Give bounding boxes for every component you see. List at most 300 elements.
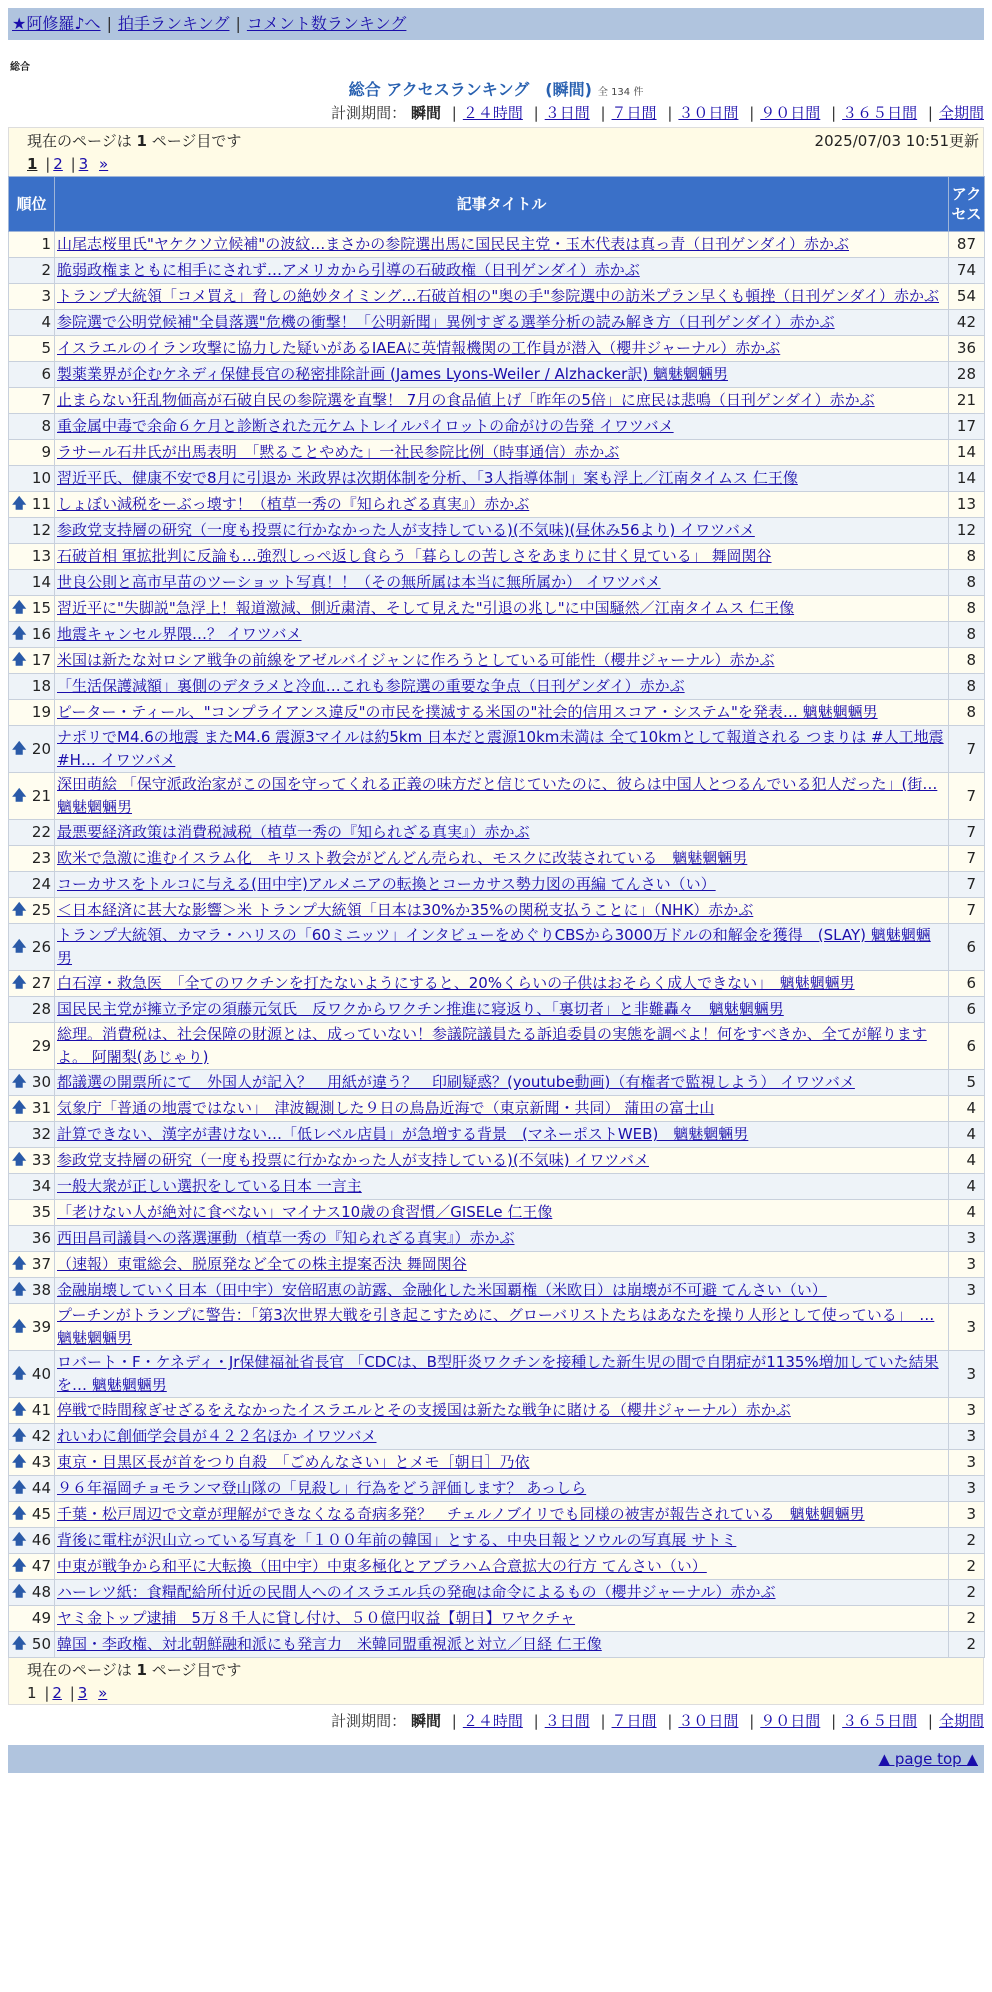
rank-number: 44 — [31, 1479, 51, 1497]
rank-cell — [9, 544, 55, 570]
rank-number: 30 — [31, 1073, 51, 1091]
article-link[interactable]: 製薬業界が企むケネディ保健長官の秘密排除計画 (James Lyons-Weiler / Alzhacker訳) 魑魅魍魎男 — [57, 365, 728, 383]
page-top-link[interactable]: ▲ page top ▲ — [878, 1750, 978, 1768]
ranking-title: 総合 アクセスランキング (瞬間) — [348, 80, 592, 99]
title-cell — [55, 1070, 949, 1096]
page-indicator: 現在のページは 1 ページ目です — [27, 132, 242, 150]
rank-cell — [9, 872, 55, 898]
up-arrow-icon: 🡅 — [12, 975, 27, 991]
period-link-90d[interactable]: ９０日間 — [760, 1712, 821, 1730]
article-link[interactable]: 総理。消費税は、社会保障の財源とは、成っていない！参議院議員たる訴追委員の実態を調べよ！何をすべきか、全てが解りますよ。 阿闍梨(あじゃり) — [57, 1025, 927, 1066]
title-cell — [55, 596, 949, 622]
up-arrow-icon: 🡅 — [12, 1584, 27, 1600]
article-link[interactable]: 地震キャンセル界隈…？ イワツバメ — [57, 625, 302, 643]
title-cell — [55, 924, 949, 971]
rank-number: 49 — [31, 1609, 51, 1627]
rank-cell — [9, 414, 55, 440]
rank-number: 15 — [31, 599, 51, 617]
rank-cell — [9, 570, 55, 596]
access-count: 8 — [949, 544, 985, 570]
table-row — [9, 232, 985, 258]
access-count: 7 — [949, 872, 985, 898]
article-link[interactable]: ヤミ金トップ逮捕 5万８千人に貸し付け、５０億円収益【朝日】ワヤクチャ — [57, 1609, 576, 1627]
page-link-2[interactable]: 2 — [53, 155, 63, 173]
title-cell — [55, 1252, 949, 1278]
article-link[interactable]: 西田昌司議員への落選運動（植草一秀の『知られざる真実』）赤かぶ — [57, 1229, 515, 1247]
article-link[interactable]: 停戦で時間稼ぎせざるをえなかったイスラエルとその支援国は新たな戦争に賭ける（櫻井ジャーナル）赤かぶ — [57, 1401, 791, 1419]
title-cell — [55, 492, 949, 518]
article-link[interactable]: ロバート・F・ケネディ・Jr保健福祉省長官 「CDCは、B型肝炎ワクチンを接種した新生児の間で自閉症が1135%増加していた結果を… 魑魅魍魎男 — [57, 1353, 939, 1394]
title-cell — [55, 1632, 949, 1658]
header-rank: 順位 — [9, 177, 55, 232]
article-link[interactable]: 石破首相 軍拡批判に反論も…強烈しっぺ返し食らう「暮らしの苦しさをあまりに甘く見ている」 舞岡関谷 — [57, 547, 772, 565]
up-arrow-icon: 🡅 — [12, 902, 27, 918]
article-link[interactable]: トランプ大統領、カマラ・ハリスの「60ミニッツ」インタビューをめぐりCBSから3000万ドルの和解金を獲得 (SLAY) 魑魅魍魎男 — [57, 926, 931, 967]
page-link-1[interactable]: 1 — [27, 1684, 37, 1702]
up-arrow-icon: 🡅 — [12, 1480, 27, 1496]
article-link[interactable]: ピーター・ティール、"コンプライアンス違反"の市民を撲滅する米国の"社会的信用スコア・システム"を発表… 魑魅魍魎男 — [57, 703, 878, 721]
up-arrow-icon: 🡅 — [12, 1100, 27, 1116]
table-row — [9, 726, 985, 773]
up-arrow-icon: 🡅 — [12, 1402, 27, 1418]
access-count: 14 — [949, 440, 985, 466]
access-count: 3 — [949, 1450, 985, 1476]
article-link[interactable]: 都議選の開票所にて 外国人が記入？ 用紙が違う？ 印刷疑惑？(youtube動画)（有権者で監視しよう） イワツバメ — [57, 1073, 855, 1091]
up-arrow-icon: 🡅 — [12, 652, 27, 668]
access-count: 42 — [949, 310, 985, 336]
period-link-3d[interactable]: ３日間 — [544, 104, 590, 122]
access-count: 2 — [949, 1528, 985, 1554]
rank-cell — [9, 674, 55, 700]
title-cell — [55, 1200, 949, 1226]
nav-link-ashura[interactable]: ★阿修羅♪へ — [12, 14, 101, 33]
rank-cell — [9, 971, 55, 997]
access-count: 8 — [949, 570, 985, 596]
access-count: 6 — [949, 971, 985, 997]
period-link-all[interactable]: 全期間 — [938, 1712, 984, 1730]
title-cell — [55, 232, 949, 258]
title-cell — [55, 1096, 949, 1122]
title-cell — [55, 622, 949, 648]
rank-number: 31 — [31, 1099, 51, 1117]
table-row — [9, 1632, 985, 1658]
article-link[interactable]: 東京・目黒区長が首をつり自殺 「ごめんなさい」とメモ［朝日］乃依 — [57, 1453, 530, 1471]
table-row — [9, 997, 985, 1023]
access-count: 2 — [949, 1632, 985, 1658]
up-arrow-icon: 🡅 — [12, 1152, 27, 1168]
access-count: 3 — [949, 1476, 985, 1502]
table-row — [9, 258, 985, 284]
period-link-3d[interactable]: ３日間 — [544, 1712, 590, 1730]
rank-cell — [9, 1606, 55, 1632]
rank-cell — [9, 1398, 55, 1424]
rank-cell — [9, 773, 55, 820]
period-link-7d[interactable]: ７日間 — [611, 104, 657, 122]
title-cell — [55, 1304, 949, 1351]
period-label: 計測期間： — [331, 104, 407, 122]
rank-number: 41 — [31, 1401, 51, 1419]
category-label: 総合 — [10, 62, 30, 73]
article-link[interactable]: （速報）東電総会、脱原発など全ての株主提案否決 舞岡関谷 — [57, 1255, 467, 1273]
page-link-next[interactable]: » — [98, 1684, 108, 1702]
table-row — [9, 284, 985, 310]
rank-cell — [9, 1351, 55, 1398]
title-cell — [55, 1424, 949, 1450]
access-count: 3 — [949, 1226, 985, 1252]
rank-number: 6 — [41, 365, 51, 383]
rank-number: 11 — [31, 495, 51, 513]
article-link[interactable]: 習近平氏、健康不安で8月に引退か 米政界は次期体制を分析、「3人指導体制」案も浮上／江南タイムス 仁王像 — [57, 469, 798, 487]
page-link-3[interactable]: 3 — [77, 1684, 88, 1702]
rank-number: 46 — [31, 1531, 51, 1549]
title-cell — [55, 1528, 949, 1554]
table-row — [9, 492, 985, 518]
updated-time: 2025/07/03 10:51更新 — [814, 132, 979, 150]
up-arrow-icon: 🡅 — [12, 1256, 27, 1272]
rank-cell — [9, 1502, 55, 1528]
table-row — [9, 1450, 985, 1476]
access-count: 7 — [949, 846, 985, 872]
period-link-24h[interactable]: ２４時間 — [462, 1712, 523, 1730]
title-cell — [55, 1398, 949, 1424]
title-cell — [55, 466, 949, 492]
period-link-30d[interactable]: ３０日間 — [678, 1712, 739, 1730]
article-link[interactable]: 韓国・李政権、対北朝鮮融和派にも発言力 米韓同盟重視派と対立／日経 仁王像 — [57, 1635, 602, 1653]
up-arrow-icon: 🡅 — [12, 787, 27, 804]
article-link[interactable]: 参政党支持層の研究（一度も投票に行かなかった人が支持している)(不気味)(昼休み56より) イワツバメ — [57, 521, 755, 539]
table-row — [9, 700, 985, 726]
access-count: 36 — [949, 336, 985, 362]
rank-number: 20 — [31, 739, 51, 758]
table-row — [9, 674, 985, 700]
rank-number: 48 — [31, 1583, 51, 1601]
total-count: 全 134 件 — [597, 87, 644, 98]
rank-cell — [9, 466, 55, 492]
title-cell — [55, 1606, 949, 1632]
rank-number: 3 — [41, 287, 51, 305]
top-nav-bar — [8, 8, 984, 40]
rank-number: 19 — [31, 703, 51, 721]
up-arrow-icon: 🡅 — [12, 1506, 27, 1522]
rank-cell — [9, 1476, 55, 1502]
page-link-2[interactable]: 2 — [52, 1684, 62, 1702]
period-link-365d[interactable]: ３６５日間 — [842, 1712, 918, 1730]
access-count: 4 — [949, 1200, 985, 1226]
rank-cell — [9, 518, 55, 544]
rank-cell — [9, 492, 55, 518]
up-arrow-icon: 🡅 — [12, 1282, 27, 1298]
rank-cell — [9, 1278, 55, 1304]
nav-link-comment-ranking[interactable]: コメント数ランキング — [246, 14, 407, 33]
title-cell — [55, 1023, 949, 1070]
rank-cell — [9, 1070, 55, 1096]
rank-cell — [9, 596, 55, 622]
rank-cell — [9, 1528, 55, 1554]
rank-cell — [9, 1580, 55, 1606]
table-row — [9, 1023, 985, 1070]
article-link[interactable]: 「老けない人が絶対に食べない」マイナス10歳の食習慣／GISELe 仁王像 — [57, 1203, 553, 1221]
page-link-3[interactable]: 3 — [78, 155, 89, 173]
page-link-next[interactable]: » — [99, 155, 109, 173]
article-link[interactable]: 最悪要経済政策は消費税減税（植草一秀の『知られざる真実』）赤かぶ — [57, 823, 530, 841]
access-count: 6 — [949, 924, 985, 971]
up-arrow-icon: 🡅 — [12, 1318, 27, 1335]
rank-number: 24 — [31, 875, 51, 893]
article-link[interactable]: 世良公則と高市早苗のツーショット写真！！（その無所属は本当に無所属か） イワツバメ — [57, 573, 661, 591]
article-link[interactable]: ハーレツ紙：食糧配給所付近の民間人へのイスラエル兵の発砲は命令によるもの（櫻井ジャーナル）赤かぶ — [57, 1583, 776, 1601]
table-row — [9, 898, 985, 924]
access-count: 5 — [949, 1070, 985, 1096]
table-row — [9, 846, 985, 872]
page-link-1[interactable]: 1 — [27, 155, 38, 173]
rank-number: 21 — [31, 786, 51, 805]
rank-number: 39 — [31, 1317, 51, 1336]
title-cell — [55, 898, 949, 924]
rank-cell — [9, 232, 55, 258]
rank-cell — [9, 1424, 55, 1450]
article-link[interactable]: コーカサスをトルコに与える(田中宇)アルメニアの転換とコーカサス勢力図の再編 てんさい（い） — [57, 875, 716, 893]
access-count: 3 — [949, 1502, 985, 1528]
table-row — [9, 440, 985, 466]
rank-cell — [9, 388, 55, 414]
article-link[interactable]: ９６年福岡チョモランマ登山隊の「見殺し」行為をどう評価します？ あっしら — [57, 1479, 587, 1497]
header-access: アクセス — [949, 177, 985, 232]
title-cell — [55, 820, 949, 846]
article-link[interactable]: 習近平に"失脚説"急浮上！報道激減、側近粛清、そして見えた"引退の兆し"に中国騒然／江南タイムス 仁王像 — [57, 599, 795, 617]
rank-cell — [9, 1122, 55, 1148]
article-link[interactable]: 千葉・松戸周辺で文章が理解ができなくなる奇病多発？ チェルノブイリでも同様の被害が報告されている 魑魅魍魎男 — [57, 1505, 865, 1523]
rank-cell — [9, 1632, 55, 1658]
rank-cell — [9, 622, 55, 648]
rank-number: 18 — [31, 677, 51, 695]
rank-number: 36 — [31, 1229, 51, 1247]
rank-number: 32 — [31, 1125, 51, 1143]
period-link-24h[interactable]: ２４時間 — [462, 104, 523, 122]
title-cell — [55, 846, 949, 872]
table-row — [9, 1252, 985, 1278]
rank-cell — [9, 258, 55, 284]
up-arrow-icon: 🡅 — [12, 626, 27, 642]
title-cell — [55, 1278, 949, 1304]
rank-number: 22 — [31, 823, 51, 841]
table-row — [9, 773, 985, 820]
table-row — [9, 1096, 985, 1122]
article-link[interactable]: 「生活保護減額」裏側のデタラメと冷血…これも参院選の重要な争点（日刊ゲンダイ）赤かぶ — [57, 677, 685, 695]
article-link[interactable]: 欧米で急激に進むイスラム化 キリスト教会がどんどん売られ、モスクに改装されている 魑魅魍魎男 — [57, 849, 748, 867]
article-link[interactable]: 山尾志桜里氏"ヤケクソ立候補"の波紋…まさかの参院選出馬に国民民主党・玉木代表は真っ青（日刊ゲンダイ）赤かぶ — [57, 235, 850, 253]
title-cell — [55, 570, 949, 596]
up-arrow-icon: 🡅 — [12, 740, 27, 757]
rank-number: 7 — [41, 391, 51, 409]
article-link[interactable]: 白石淳・救急医 「全てのワクチンを打たないようにすると、20%くらいの子供はおそらく成人できない」 魑魅魍魎男 — [57, 974, 855, 992]
access-count: 3 — [949, 1278, 985, 1304]
rank-number: 4 — [41, 313, 51, 331]
access-count: 4 — [949, 1096, 985, 1122]
title-cell — [55, 1580, 949, 1606]
rank-number: 5 — [41, 339, 51, 357]
table-row — [9, 310, 985, 336]
title-cell — [55, 971, 949, 997]
table-row — [9, 971, 985, 997]
article-link[interactable]: 参院選で公明党候補"全員落選"危機の衝撃！「公明新聞」異例すぎる選挙分析の読み解き方（日刊ゲンダイ）赤かぶ — [57, 313, 835, 331]
access-count: 2 — [949, 1580, 985, 1606]
rank-number: 26 — [31, 937, 51, 956]
page-title — [0, 79, 992, 101]
access-count: 6 — [949, 997, 985, 1023]
table-row — [9, 1148, 985, 1174]
rank-number: 34 — [31, 1177, 51, 1195]
period-selector: 計測期間： 瞬間 | ２４時間 | ３日間 | ７日間 | ３０日間 | ９０日間 | ３６５日間 | 全期間 — [331, 104, 984, 122]
title-cell — [55, 674, 949, 700]
rank-cell — [9, 362, 55, 388]
title-cell — [55, 388, 949, 414]
rank-number: 23 — [31, 849, 51, 867]
rank-cell — [9, 924, 55, 971]
article-link[interactable]: 国民民主党が擁立予定の須藤元気氏 反ワクからワクチン推進に寝返り、「裏切者」と非難轟々 魑魅魍魎男 — [57, 1000, 784, 1018]
access-count: 2 — [949, 1606, 985, 1632]
article-link[interactable]: 止まらない狂乱物価高が石破自民の参院選を直撃！ 7月の食品値上げ「昨年の5倍」に庶民は悲鳴（日刊ゲンダイ）赤かぶ — [57, 391, 875, 409]
table-row — [9, 1424, 985, 1450]
title-cell — [55, 1554, 949, 1580]
up-arrow-icon: 🡅 — [12, 1454, 27, 1470]
rank-cell — [9, 1200, 55, 1226]
rank-number: 42 — [31, 1427, 51, 1445]
rank-number: 50 — [31, 1635, 51, 1653]
article-link[interactable]: ラサール石井氏が出馬表明 「黙ることやめた」一社民参院比例（時事通信）赤かぶ — [57, 443, 620, 461]
table-row — [9, 1070, 985, 1096]
article-link[interactable]: プーチンがトランプに警告：「第3次世界大戦を引き起こすために、グローバリストたちはあなたを操り人形として使っている」 … 魑魅魍魎男 — [57, 1306, 935, 1347]
up-arrow-icon: 🡅 — [12, 1365, 27, 1382]
article-link[interactable]: 脆弱政権まともに相手にされず…アメリカから引導の石破政権（日刊ゲンダイ）赤かぶ — [57, 261, 640, 279]
access-count: 17 — [949, 414, 985, 440]
title-cell — [55, 440, 949, 466]
rank-number: 12 — [31, 521, 51, 539]
rank-cell — [9, 898, 55, 924]
rank-number: 45 — [31, 1505, 51, 1523]
table-row — [9, 388, 985, 414]
table-row — [9, 1528, 985, 1554]
period-current: 瞬間 — [410, 104, 441, 122]
period-link-30d[interactable]: ３０日間 — [678, 104, 739, 122]
access-count: 28 — [949, 362, 985, 388]
rank-cell — [9, 1174, 55, 1200]
table-row — [9, 336, 985, 362]
nav-link-clap-ranking[interactable]: 拍手ランキング — [117, 14, 230, 33]
up-arrow-icon: 🡅 — [12, 600, 27, 616]
title-cell — [55, 1174, 949, 1200]
table-row — [9, 1304, 985, 1351]
rank-cell — [9, 1450, 55, 1476]
table-row — [9, 466, 985, 492]
article-link[interactable]: 一般大衆が正しい選択をしている日本 一言主 — [57, 1177, 362, 1195]
article-link[interactable]: 中東が戦争から和平に大転換（田中宇）中東多極化とアブラハム合意拡大の行方 てんさい（い） — [57, 1557, 707, 1575]
rank-cell — [9, 1096, 55, 1122]
table-row — [9, 622, 985, 648]
table-row — [9, 414, 985, 440]
period-link-7d[interactable]: ７日間 — [611, 1712, 657, 1730]
article-link[interactable]: 計算できない、漢字が書けない…「低レベル店員」が急増する背景 (マネーポストWEB) 魑魅魍魎男 — [57, 1125, 749, 1143]
title-cell — [55, 1450, 949, 1476]
rank-number: 25 — [31, 901, 51, 919]
rank-cell — [9, 1226, 55, 1252]
table-row — [9, 924, 985, 971]
rank-number: 47 — [31, 1557, 51, 1575]
table-row — [9, 820, 985, 846]
article-link[interactable]: 背後に電柱が沢山立っている写真を「１００年前の韓国」とする、中央日報とソウルの写真展 サトミ — [57, 1531, 737, 1549]
table-row — [9, 1606, 985, 1632]
rank-cell — [9, 1023, 55, 1070]
rank-number: 43 — [31, 1453, 51, 1471]
table-row — [9, 1200, 985, 1226]
up-arrow-icon: 🡅 — [12, 1636, 27, 1652]
article-link[interactable]: れいわに創価学会員が４２２名ほか イワツバメ — [57, 1427, 377, 1445]
article-link[interactable]: ＜日本経済に甚大な影響＞米 トランプ大統領「日本は30%か35%の関税支払うことに」（NHK）赤かぶ — [57, 901, 754, 919]
table-row — [9, 1174, 985, 1200]
rank-cell — [9, 648, 55, 674]
table-row — [9, 1476, 985, 1502]
rank-cell — [9, 820, 55, 846]
title-cell — [55, 726, 949, 773]
up-arrow-icon: 🡅 — [12, 938, 27, 955]
title-cell — [55, 258, 949, 284]
period-link-365d[interactable]: ３６５日間 — [842, 104, 918, 122]
page-indicator-bottom: 現在のページは 1 ページ目です — [27, 1661, 242, 1679]
access-count: 8 — [949, 674, 985, 700]
rank-number: 28 — [31, 1000, 51, 1018]
access-count: 2 — [949, 1554, 985, 1580]
period-link-90d[interactable]: ９０日間 — [760, 104, 821, 122]
separator: | — [106, 14, 112, 33]
article-link[interactable]: しょぼい減税をーぶっ壊す！（植草一秀の『知られざる真実』）赤かぶ — [57, 495, 530, 513]
article-link[interactable]: ナポリでM4.6の地震 またM4.6 震源3マイルは約5km 日本だと震源10km未満は 全て10kmとして報道される つまりは #人工地震 #H… イワツバメ — [57, 728, 944, 769]
rank-number: 27 — [31, 974, 51, 992]
article-link[interactable]: トランプ大統領「コメ買え」脅しの絶妙タイミング…石破首相の"奥の手"参院選中の訪米プラン早くも頓挫（日刊ゲンダイ）赤かぶ — [57, 287, 940, 305]
rank-cell — [9, 1148, 55, 1174]
period-link-all[interactable]: 全期間 — [938, 104, 984, 122]
rank-cell — [9, 997, 55, 1023]
access-count: 7 — [949, 898, 985, 924]
footer-bar — [8, 1745, 984, 1773]
article-link[interactable]: 気象庁「普通の地震ではない」 津波観測した９日の鳥島近海で（東京新聞・共同） 蒲田の富士山 — [57, 1099, 715, 1117]
rank-cell — [9, 1304, 55, 1351]
article-link[interactable]: イスラエルのイラン攻撃に協力した疑いがあるIAEAに英情報機関の工作員が潜入（櫻井ジャーナル）赤かぶ — [57, 339, 781, 357]
table-row — [9, 544, 985, 570]
rank-number: 29 — [31, 1036, 51, 1055]
rank-number: 9 — [41, 443, 51, 461]
table-row — [9, 596, 985, 622]
article-link[interactable]: 深田萌絵 「保守派政治家がこの国を守ってくれる正義の味方だと信じていたのに、彼らは中国人とつるんでいる犯人だった」(街… 魑魅魍魎男 — [57, 775, 938, 816]
article-link[interactable]: 重金属中毒で余命６ケ月と診断された元ケムトレイルパイロットの命がけの告発 イワツバメ — [57, 417, 674, 435]
access-count: 7 — [949, 726, 985, 773]
ranking-table — [8, 176, 985, 1658]
rank-number: 37 — [31, 1255, 51, 1273]
rank-cell — [9, 336, 55, 362]
rank-cell — [9, 1252, 55, 1278]
rank-cell — [9, 700, 55, 726]
table-row — [9, 1122, 985, 1148]
article-link[interactable]: 米国は新たな対ロシア戦争の前線をアゼルバイジャンに作ろうとしている可能性（櫻井ジャーナル）赤かぶ — [57, 651, 775, 669]
access-count: 12 — [949, 518, 985, 544]
article-link[interactable]: 金融崩壊していく日本（田中宇）安倍昭恵の訪露、金融化した米国覇権（米欧日）は崩壊が不可避 てんさい（い） — [57, 1281, 827, 1299]
pager-bottom: 現在のページは 1 ページ目です 1 | 2 | 3 » — [8, 1658, 984, 1705]
title-cell — [55, 1476, 949, 1502]
up-arrow-icon: 🡅 — [12, 1428, 27, 1444]
title-cell — [55, 518, 949, 544]
article-link[interactable]: 参政党支持層の研究（一度も投票に行かなかった人が支持している)(不気味) イワツバメ — [57, 1151, 650, 1169]
rank-number: 17 — [31, 651, 51, 669]
rank-number: 40 — [31, 1364, 51, 1383]
rank-number: 8 — [41, 417, 51, 435]
